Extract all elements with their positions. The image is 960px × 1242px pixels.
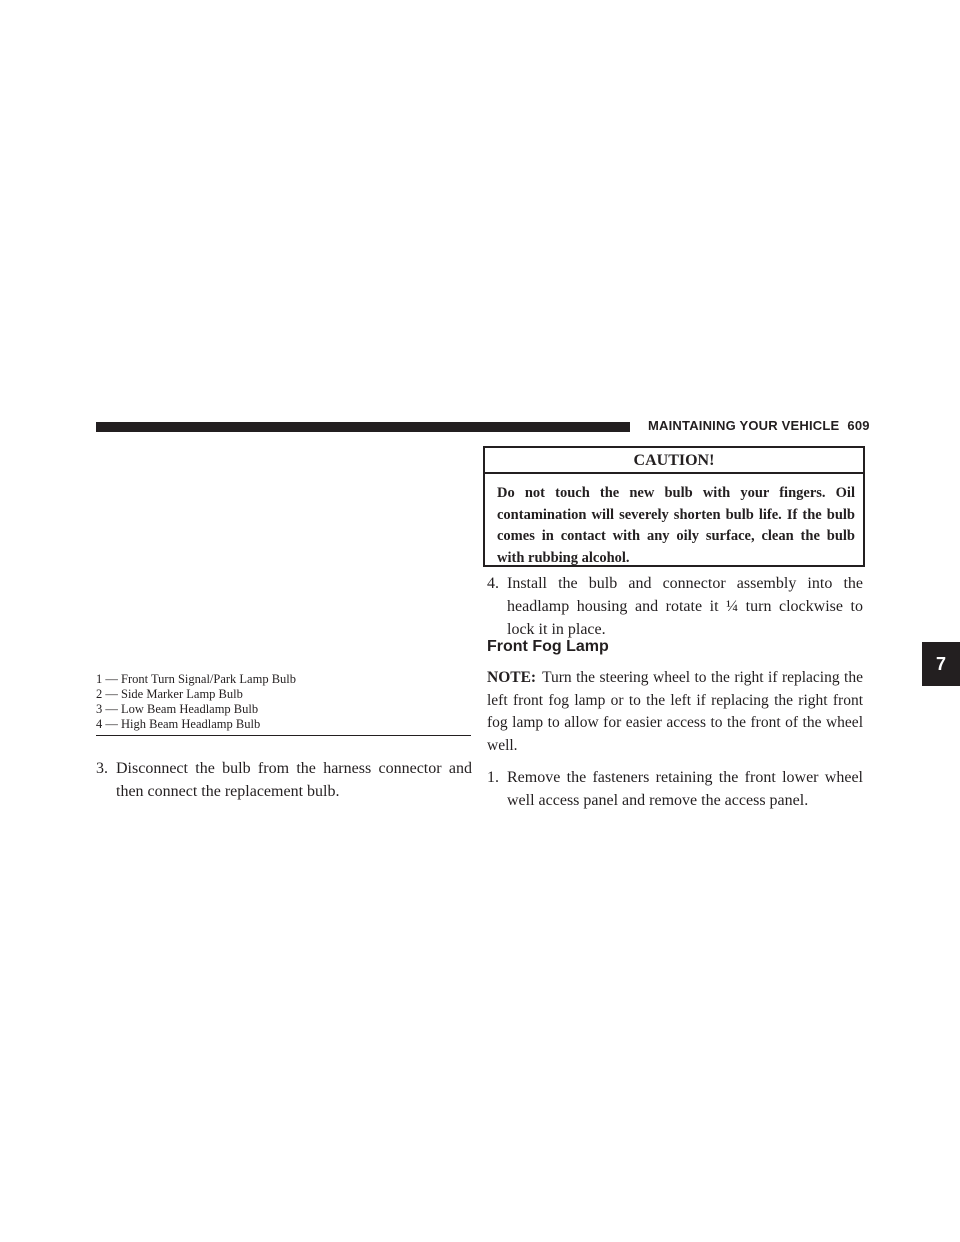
header-rule (96, 422, 630, 432)
legend-item: 2 — Side Marker Lamp Bulb (96, 687, 243, 701)
step-4 (487, 572, 863, 641)
chapter-tab: 7 (922, 642, 960, 686)
step-1 (487, 766, 863, 812)
step-text-continued: headlamp housing and rotate it ¼ turn clockwise to lock it in place. (507, 598, 863, 638)
step-number: 1. (487, 769, 499, 786)
step-text-line: Disconnect the bulb from the harness connector and (116, 760, 472, 777)
legend-divider (96, 735, 471, 736)
page-number: 609 (847, 418, 870, 433)
note-paragraph (487, 667, 863, 757)
legend-item: 4 — High Beam Headlamp Bulb (96, 717, 261, 731)
legend-item: 1 — Front Turn Signal/Park Lamp Bulb (96, 672, 297, 686)
step-text-continued: well access panel and remove the access panel. (507, 792, 809, 809)
running-header (648, 418, 870, 433)
legend-item: 3 — Low Beam Headlamp Bulb (96, 702, 259, 716)
caution-body: Do not touch the new bulb with your fingers. Oil contamination will severely shorten bulb life. If the bulb comes in contact with any oily surface, clean the bulb with rubbing alcohol. (497, 485, 855, 566)
step-number: 3. (96, 760, 108, 777)
figure-legend (96, 672, 296, 732)
step-text-line: Remove the fasteners retaining the front lower wheel (507, 769, 863, 786)
step-3 (96, 757, 472, 803)
note-label: NOTE: (487, 669, 537, 686)
caution-box (483, 446, 865, 567)
header-section-title: MAINTAINING YOUR VEHICLE (648, 418, 840, 433)
step-text-line: Install the bulb and connector assembly into the (507, 575, 863, 592)
step-number: 4. (487, 575, 499, 592)
note-text: Turn the steering wheel to the right if replacing the left front fog lamp or to the left if replacing the right front fog lamp to allow for easier access to the front of the wheel well. (487, 669, 863, 754)
caution-title: CAUTION! (485, 448, 863, 474)
section-heading: Front Fog Lamp (487, 638, 609, 655)
step-text-continued: then connect the replacement bulb. (116, 783, 340, 800)
